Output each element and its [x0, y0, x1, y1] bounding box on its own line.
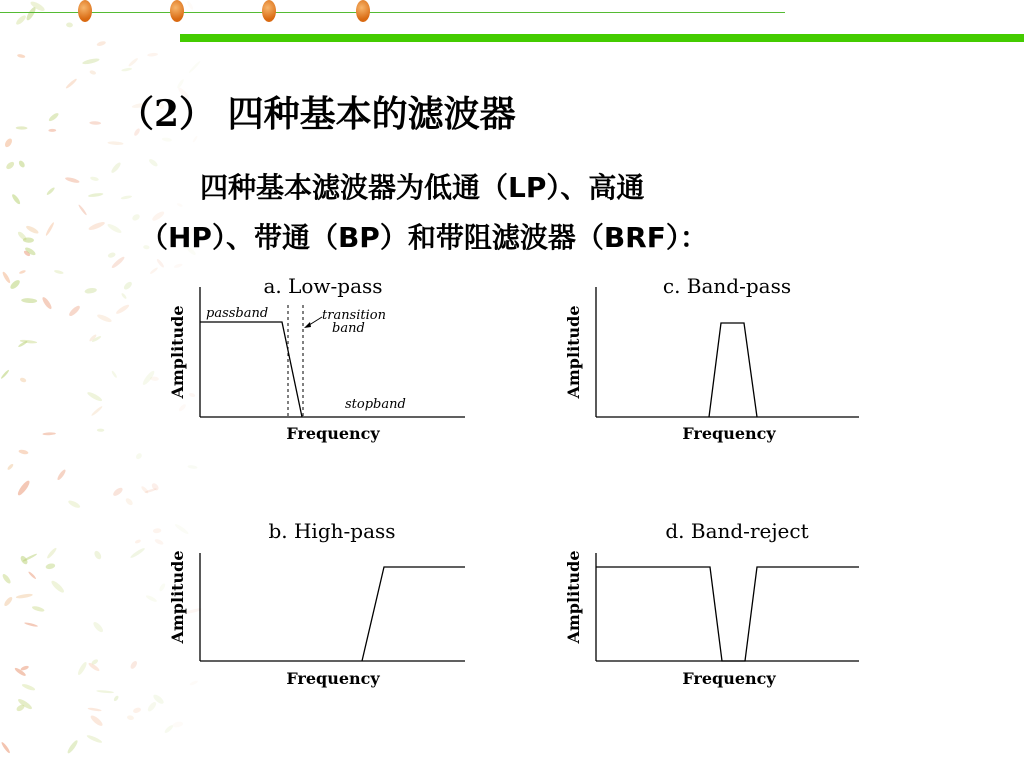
leaf-decoration — [20, 665, 29, 671]
leaf-decoration — [129, 660, 138, 670]
leaf-decoration — [106, 222, 122, 234]
leaf-decoration — [128, 57, 139, 67]
leaf-decoration — [4, 137, 14, 148]
leaf-decoration — [86, 734, 103, 744]
leaf-decoration — [91, 405, 104, 416]
leaf-decoration — [48, 129, 56, 132]
leaf-decoration — [148, 158, 159, 168]
leaf-decoration — [21, 298, 37, 304]
panel-title: b. High-pass — [268, 519, 396, 543]
passband-label: passband — [206, 306, 269, 321]
highpass-filter-diagram — [160, 515, 490, 715]
leaf-decoration — [3, 596, 14, 608]
y-axis-label: Amplitude — [168, 305, 187, 399]
leaf-decoration — [176, 202, 183, 207]
leaf-decoration — [78, 204, 88, 216]
leaf-decoration — [67, 499, 81, 509]
bandpass-filter-diagram — [556, 270, 886, 470]
leaf-decoration — [19, 269, 27, 274]
leaf-decoration — [24, 622, 38, 628]
leaf-decoration — [42, 432, 56, 435]
leaf-decoration — [149, 267, 158, 275]
y-axis-label: Amplitude — [564, 550, 583, 644]
slide-subtitle-line-2: （HP）、带通（BP）和带阻滤波器（BRF）： — [140, 221, 708, 254]
leaf-decoration — [188, 60, 201, 73]
leaf-decoration — [16, 593, 33, 599]
leaf-decoration — [25, 6, 37, 22]
leaf-decoration — [88, 221, 106, 232]
leaf-decoration — [21, 683, 36, 692]
response-curve — [709, 323, 757, 417]
leaf-decoration — [89, 121, 101, 125]
bead-decoration — [356, 0, 370, 22]
leaf-decoration — [111, 255, 126, 269]
leaf-decoration — [121, 195, 133, 200]
leaf-decoration — [135, 452, 143, 460]
y-axis-label: Amplitude — [168, 550, 187, 644]
transition-label: transition — [322, 308, 386, 323]
leaf-decoration — [56, 469, 67, 482]
leaf-decoration — [19, 555, 29, 566]
leaf-decoration — [146, 701, 157, 713]
lowpass-filter-diagram — [160, 270, 490, 470]
leaf-decoration — [113, 695, 119, 702]
top-divider-thick — [180, 34, 1024, 42]
stopband-label: stopband — [345, 397, 406, 412]
response-curve — [596, 567, 859, 661]
response-curve — [362, 567, 465, 661]
leaf-decoration — [86, 391, 103, 403]
leaf-decoration — [7, 463, 15, 471]
bandreject-filter-diagram — [556, 515, 886, 715]
leaf-decoration — [96, 690, 114, 694]
leaf-decoration — [31, 605, 44, 613]
leaf-decoration — [132, 707, 141, 714]
x-axis-label: Frequency — [286, 424, 380, 443]
slide-title: （2） 四种基本的滤波器 — [118, 93, 516, 135]
leaf-decoration — [129, 547, 145, 559]
leaf-decoration — [15, 14, 27, 26]
leaf-decoration — [9, 279, 21, 291]
leaf-decoration — [11, 193, 22, 205]
x-axis-label: Frequency — [682, 424, 776, 443]
leaf-decoration — [134, 539, 141, 544]
leaf-decoration — [0, 741, 10, 754]
leaf-decoration — [16, 126, 28, 129]
transition-arrowhead — [304, 322, 311, 328]
leaf-decoration — [46, 186, 56, 195]
band-label: band — [332, 321, 365, 336]
leaf-decoration — [124, 497, 133, 506]
x-axis-label: Frequency — [682, 669, 776, 688]
leaf-decoration — [50, 579, 66, 594]
leaf-decoration — [107, 141, 123, 146]
leaf-decoration — [65, 176, 80, 184]
leaf-decoration — [107, 252, 116, 259]
leaf-decoration — [121, 292, 128, 299]
leaf-decoration — [111, 370, 118, 378]
leaf-decoration — [18, 160, 26, 169]
leaf-decoration — [115, 303, 130, 315]
y-axis-label: Amplitude — [564, 305, 583, 399]
leaf-decoration — [84, 287, 97, 294]
leaf-decoration — [18, 449, 29, 455]
x-axis-label: Frequency — [286, 669, 380, 688]
leaf-decoration — [90, 176, 99, 182]
leaf-decoration — [145, 594, 157, 603]
leaf-decoration — [96, 313, 112, 324]
leaf-decoration — [147, 52, 158, 57]
leaf-decoration — [140, 485, 149, 494]
leaf-decoration — [123, 280, 134, 290]
leaf-decoration — [162, 137, 173, 142]
leaf-decoration — [1, 271, 11, 284]
leaf-decoration — [66, 22, 73, 27]
leaf-decoration — [93, 550, 103, 561]
leaf-decoration — [87, 707, 101, 712]
leaf-decoration — [5, 161, 16, 171]
leaf-decoration — [66, 739, 79, 754]
leaf-decoration — [89, 70, 96, 76]
leaf-decoration — [110, 161, 122, 174]
slide-subtitle-line-1: 四种基本滤波器为低通（LP）、高通 — [200, 171, 645, 204]
leaf-decoration — [97, 429, 104, 432]
leaf-decoration — [121, 67, 132, 72]
response-curve — [200, 322, 302, 417]
leaf-decoration — [1, 573, 12, 585]
leaf-decoration — [28, 571, 37, 580]
leaf-decoration — [112, 486, 124, 497]
leaf-decoration — [186, 0, 194, 10]
bead-decoration — [78, 0, 92, 22]
leaf-decoration — [0, 369, 10, 379]
leaf-decoration — [77, 661, 89, 676]
leaf-decoration — [173, 263, 183, 269]
leaf-decoration — [96, 40, 106, 47]
leaf-decoration — [156, 258, 165, 268]
panel-title: a. Low-pass — [263, 274, 383, 298]
leaf-decoration — [164, 724, 175, 734]
panel-title: c. Band-pass — [662, 274, 792, 298]
leaf-decoration — [25, 224, 39, 235]
leaf-decoration — [48, 112, 60, 123]
leaf-decoration — [46, 547, 58, 560]
leaf-decoration — [17, 53, 26, 58]
leaf-decoration — [89, 714, 104, 728]
leaf-decoration — [65, 78, 78, 90]
leaf-decoration — [127, 715, 135, 721]
leaf-decoration — [172, 721, 183, 728]
bead-decoration — [170, 0, 184, 22]
leaf-decoration — [41, 296, 53, 310]
leaf-decoration — [68, 304, 82, 317]
leaf-decoration — [16, 479, 31, 497]
leaf-decoration — [82, 57, 100, 65]
leaf-decoration — [54, 269, 64, 274]
top-divider-thin — [0, 12, 785, 13]
leaf-decoration — [19, 377, 27, 383]
leaf-decoration — [45, 222, 55, 237]
leaf-decoration — [92, 621, 105, 634]
panel-title: d. Band-reject — [665, 519, 809, 543]
leaf-decoration — [88, 192, 104, 197]
leaf-decoration — [45, 563, 56, 570]
bead-decoration — [262, 0, 276, 22]
